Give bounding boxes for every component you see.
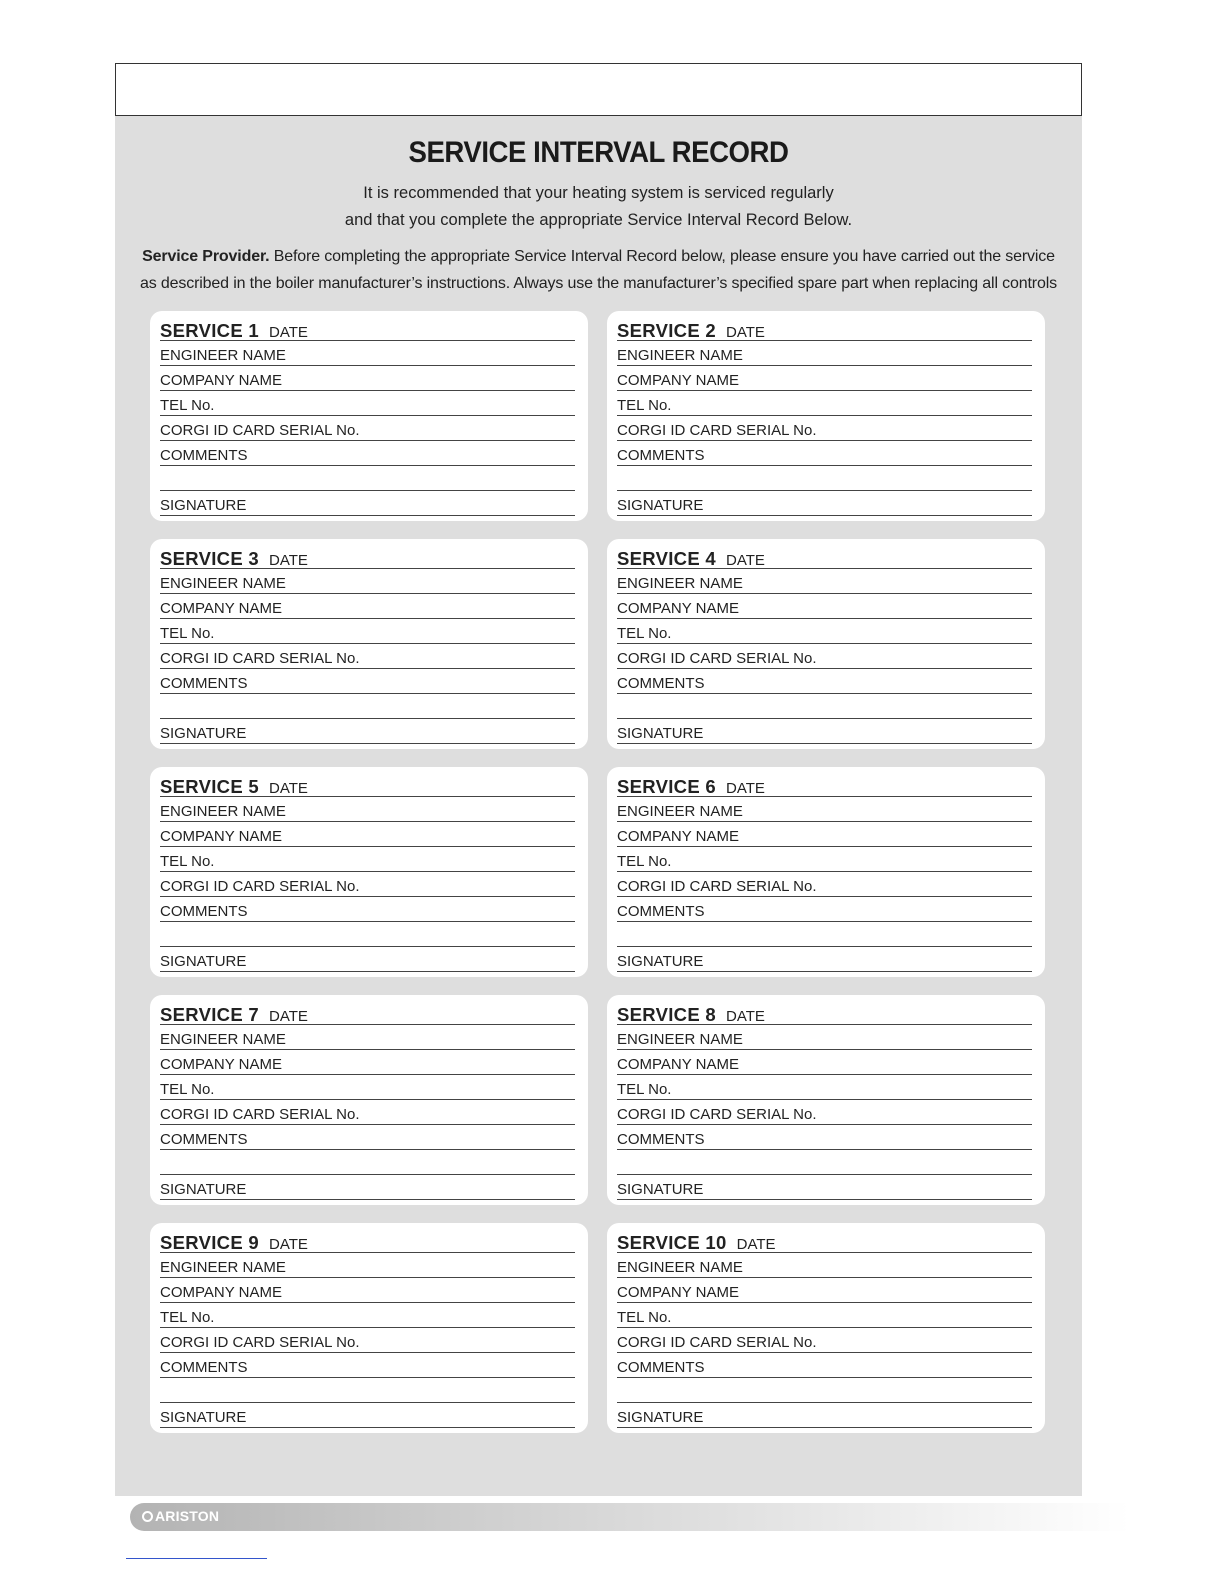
engineer-name-label: ENGINEER NAME: [160, 347, 286, 364]
date-label: DATE: [726, 552, 765, 569]
brand-name: ARISTON: [155, 1508, 220, 1524]
tel-row[interactable]: [160, 391, 575, 416]
engineer-name-row[interactable]: [617, 797, 1032, 822]
comments-label: COMMENTS: [617, 447, 705, 464]
tel-label: TEL No.: [160, 625, 215, 642]
comments-row[interactable]: [617, 897, 1032, 922]
corgi-row[interactable]: [617, 872, 1032, 897]
corgi-label: CORGI ID CARD SERIAL No.: [617, 878, 817, 895]
comments-label: COMMENTS: [160, 675, 248, 692]
signature-row[interactable]: [617, 1175, 1032, 1200]
service-heading: SERVICE 2: [617, 320, 717, 341]
tel-label: TEL No.: [160, 397, 215, 414]
company-name-label: COMPANY NAME: [160, 600, 282, 617]
comments-label: COMMENTS: [617, 903, 705, 920]
service-heading: SERVICE 1: [160, 320, 260, 341]
engineer-name-row[interactable]: [160, 341, 575, 366]
signature-row[interactable]: [160, 719, 575, 744]
intro-text: [115, 180, 1082, 234]
company-name-row[interactable]: [617, 822, 1032, 847]
service-heading: SERVICE 10: [617, 1232, 727, 1253]
comments-row[interactable]: [160, 897, 575, 922]
comments-row[interactable]: [160, 669, 575, 694]
company-name-row[interactable]: [617, 1278, 1032, 1303]
service-heading: SERVICE 4: [617, 548, 717, 569]
comments-label: COMMENTS: [160, 447, 248, 464]
provider-label: Service Provider.: [142, 248, 270, 265]
comments-row[interactable]: [617, 1353, 1032, 1378]
tel-row[interactable]: [160, 1075, 575, 1100]
signature-label: SIGNATURE: [617, 725, 704, 742]
corgi-row[interactable]: [160, 416, 575, 441]
signature-row[interactable]: [160, 947, 575, 972]
comments-label: COMMENTS: [160, 1359, 248, 1376]
signature-label: SIGNATURE: [617, 1181, 704, 1198]
comments-label: COMMENTS: [617, 1359, 705, 1376]
company-name-label: COMPANY NAME: [617, 1056, 739, 1073]
corgi-label: CORGI ID CARD SERIAL No.: [617, 650, 817, 667]
company-name-label: COMPANY NAME: [617, 600, 739, 617]
signature-row[interactable]: [617, 947, 1032, 972]
service-heading: SERVICE 7: [160, 1004, 260, 1025]
corgi-label: CORGI ID CARD SERIAL No.: [160, 1106, 360, 1123]
company-name-row[interactable]: [160, 822, 575, 847]
corgi-row[interactable]: [617, 1100, 1032, 1125]
corgi-label: CORGI ID CARD SERIAL No.: [160, 1334, 360, 1351]
comments-label: COMMENTS: [160, 903, 248, 920]
date-label: DATE: [726, 780, 765, 797]
engineer-name-label: ENGINEER NAME: [617, 1259, 743, 1276]
corgi-row[interactable]: [617, 1328, 1032, 1353]
tel-label: TEL No.: [617, 625, 672, 642]
service-card-7: [150, 995, 588, 1205]
date-label: DATE: [726, 1008, 765, 1025]
date-row[interactable]: [617, 1000, 1032, 1025]
corgi-label: CORGI ID CARD SERIAL No.: [617, 1106, 817, 1123]
comments-label: COMMENTS: [617, 675, 705, 692]
tel-row[interactable]: [617, 619, 1032, 644]
comments-label: COMMENTS: [160, 1131, 248, 1148]
tel-row[interactable]: [617, 391, 1032, 416]
ariston-logo-icon: [142, 1511, 153, 1522]
comments-row[interactable]: [160, 1353, 575, 1378]
service-card-5: [150, 767, 588, 977]
tel-label: TEL No.: [160, 853, 215, 870]
date-label: DATE: [269, 780, 308, 797]
footer-bar: [130, 1503, 1130, 1531]
corgi-row[interactable]: [617, 416, 1032, 441]
signature-row[interactable]: [160, 491, 575, 516]
comments-row[interactable]: [160, 1125, 575, 1150]
engineer-name-label: ENGINEER NAME: [160, 1259, 286, 1276]
page-title: SERVICE INTERVAL RECORD: [408, 136, 789, 169]
company-name-label: COMPANY NAME: [617, 1284, 739, 1301]
company-name-label: COMPANY NAME: [160, 1056, 282, 1073]
tel-label: TEL No.: [617, 1309, 672, 1326]
service-heading: SERVICE 9: [160, 1232, 260, 1253]
date-label: DATE: [736, 1236, 776, 1253]
engineer-name-label: ENGINEER NAME: [617, 803, 743, 820]
intro-line-2: and that you complete the appropriate Service Interval Record Below.: [344, 211, 853, 229]
tel-label: TEL No.: [617, 1081, 672, 1098]
company-name-row[interactable]: [160, 1278, 575, 1303]
service-card-8: [607, 995, 1045, 1205]
company-name-row[interactable]: [160, 1050, 575, 1075]
date-label: DATE: [726, 324, 765, 341]
comments-line[interactable]: [160, 694, 575, 719]
tel-label: TEL No.: [160, 1309, 215, 1326]
provider-note: [137, 243, 1060, 297]
signature-row[interactable]: [617, 491, 1032, 516]
engineer-name-label: ENGINEER NAME: [617, 347, 743, 364]
date-row[interactable]: [160, 1000, 575, 1025]
company-name-label: COMPANY NAME: [160, 372, 282, 389]
engineer-name-row[interactable]: [160, 797, 575, 822]
tel-row[interactable]: [160, 1303, 575, 1328]
corgi-row[interactable]: [160, 644, 575, 669]
comments-label: COMMENTS: [617, 1131, 705, 1148]
signature-row[interactable]: [617, 1403, 1032, 1428]
comments-row[interactable]: [160, 441, 575, 466]
service-heading: SERVICE 8: [617, 1004, 717, 1025]
link-underline[interactable]: [126, 1558, 267, 1559]
signature-row[interactable]: [160, 1175, 575, 1200]
engineer-name-row[interactable]: [160, 1025, 575, 1050]
service-card-3: [150, 539, 588, 749]
signature-label: SIGNATURE: [617, 1409, 704, 1426]
date-row[interactable]: [617, 772, 1032, 797]
signature-row[interactable]: [617, 719, 1032, 744]
company-name-row[interactable]: [617, 1050, 1032, 1075]
engineer-name-row[interactable]: [617, 1253, 1032, 1278]
signature-label: SIGNATURE: [160, 725, 247, 742]
corgi-label: CORGI ID CARD SERIAL No.: [160, 878, 360, 895]
corgi-label: CORGI ID CARD SERIAL No.: [617, 1334, 817, 1351]
signature-label: SIGNATURE: [160, 1181, 247, 1198]
tel-label: TEL No.: [617, 397, 672, 414]
engineer-name-label: ENGINEER NAME: [617, 1031, 743, 1048]
corgi-row[interactable]: [160, 1100, 575, 1125]
date-row[interactable]: [160, 1228, 575, 1253]
tel-row[interactable]: [617, 847, 1032, 872]
engineer-name-label: ENGINEER NAME: [160, 803, 286, 820]
comments-line[interactable]: [160, 466, 575, 491]
date-row[interactable]: [617, 544, 1032, 569]
comments-line[interactable]: [160, 1378, 575, 1403]
date-row[interactable]: [160, 544, 575, 569]
date-row[interactable]: [617, 316, 1032, 341]
corgi-label: CORGI ID CARD SERIAL No.: [160, 650, 360, 667]
tel-label: TEL No.: [617, 853, 672, 870]
date-row[interactable]: [617, 1228, 1032, 1253]
corgi-row[interactable]: [160, 872, 575, 897]
engineer-name-label: ENGINEER NAME: [617, 575, 743, 592]
engineer-name-row[interactable]: [617, 1025, 1032, 1050]
service-card-10: [607, 1223, 1045, 1433]
date-label: DATE: [269, 552, 308, 569]
ariston-logo: [142, 1508, 219, 1524]
engineer-name-row[interactable]: [160, 1253, 575, 1278]
service-card-6: [607, 767, 1045, 977]
tel-row[interactable]: [617, 1303, 1032, 1328]
corgi-label: CORGI ID CARD SERIAL No.: [160, 422, 360, 439]
company-name-label: COMPANY NAME: [160, 1284, 282, 1301]
tel-row[interactable]: [617, 1075, 1032, 1100]
comments-line[interactable]: [617, 1150, 1032, 1175]
corgi-label: CORGI ID CARD SERIAL No.: [617, 422, 817, 439]
signature-row[interactable]: [160, 1403, 575, 1428]
company-name-label: COMPANY NAME: [617, 828, 739, 845]
date-row[interactable]: [160, 772, 575, 797]
engineer-name-label: ENGINEER NAME: [160, 1031, 286, 1048]
comments-line[interactable]: [160, 1150, 575, 1175]
comments-line[interactable]: [617, 922, 1032, 947]
engineer-name-label: ENGINEER NAME: [160, 575, 286, 592]
company-name-row[interactable]: [160, 366, 575, 391]
service-card-1: [150, 311, 588, 521]
header-box: [115, 63, 1082, 116]
corgi-row[interactable]: [617, 644, 1032, 669]
company-name-label: COMPANY NAME: [617, 372, 739, 389]
date-label: DATE: [269, 1236, 308, 1253]
signature-label: SIGNATURE: [617, 497, 704, 514]
company-name-row[interactable]: [617, 594, 1032, 619]
comments-line[interactable]: [617, 1378, 1032, 1403]
service-heading: SERVICE 3: [160, 548, 260, 569]
provider-text: Before completing the appropriate Service Interval Record below, please ensure you have carried out the service as described in the boiler manufacturer’s instructions. Always use the manufacturer’s specified spare part when replacing all controls: [140, 248, 1057, 292]
signature-label: SIGNATURE: [160, 497, 247, 514]
comments-line[interactable]: [160, 922, 575, 947]
tel-row[interactable]: [160, 619, 575, 644]
tel-label: TEL No.: [160, 1081, 215, 1098]
engineer-name-row[interactable]: [617, 341, 1032, 366]
service-heading: SERVICE 6: [617, 776, 717, 797]
service-heading: SERVICE 5: [160, 776, 260, 797]
service-card-2: [607, 311, 1045, 521]
comments-line[interactable]: [617, 694, 1032, 719]
company-name-row[interactable]: [160, 594, 575, 619]
comments-line[interactable]: [617, 466, 1032, 491]
company-name-row[interactable]: [617, 366, 1032, 391]
engineer-name-row[interactable]: [617, 569, 1032, 594]
signature-label: SIGNATURE: [160, 953, 247, 970]
signature-label: SIGNATURE: [617, 953, 704, 970]
engineer-name-row[interactable]: [160, 569, 575, 594]
date-label: DATE: [269, 324, 308, 341]
date-label: DATE: [269, 1008, 308, 1025]
service-card-9: [150, 1223, 588, 1433]
service-card-4: [607, 539, 1045, 749]
comments-row[interactable]: [617, 441, 1032, 466]
comments-row[interactable]: [617, 669, 1032, 694]
company-name-label: COMPANY NAME: [160, 828, 282, 845]
date-row[interactable]: [160, 316, 575, 341]
tel-row[interactable]: [160, 847, 575, 872]
signature-label: SIGNATURE: [160, 1409, 247, 1426]
corgi-row[interactable]: [160, 1328, 575, 1353]
comments-row[interactable]: [617, 1125, 1032, 1150]
intro-line-1: It is recommended that your heating system is serviced regularly: [363, 184, 834, 202]
